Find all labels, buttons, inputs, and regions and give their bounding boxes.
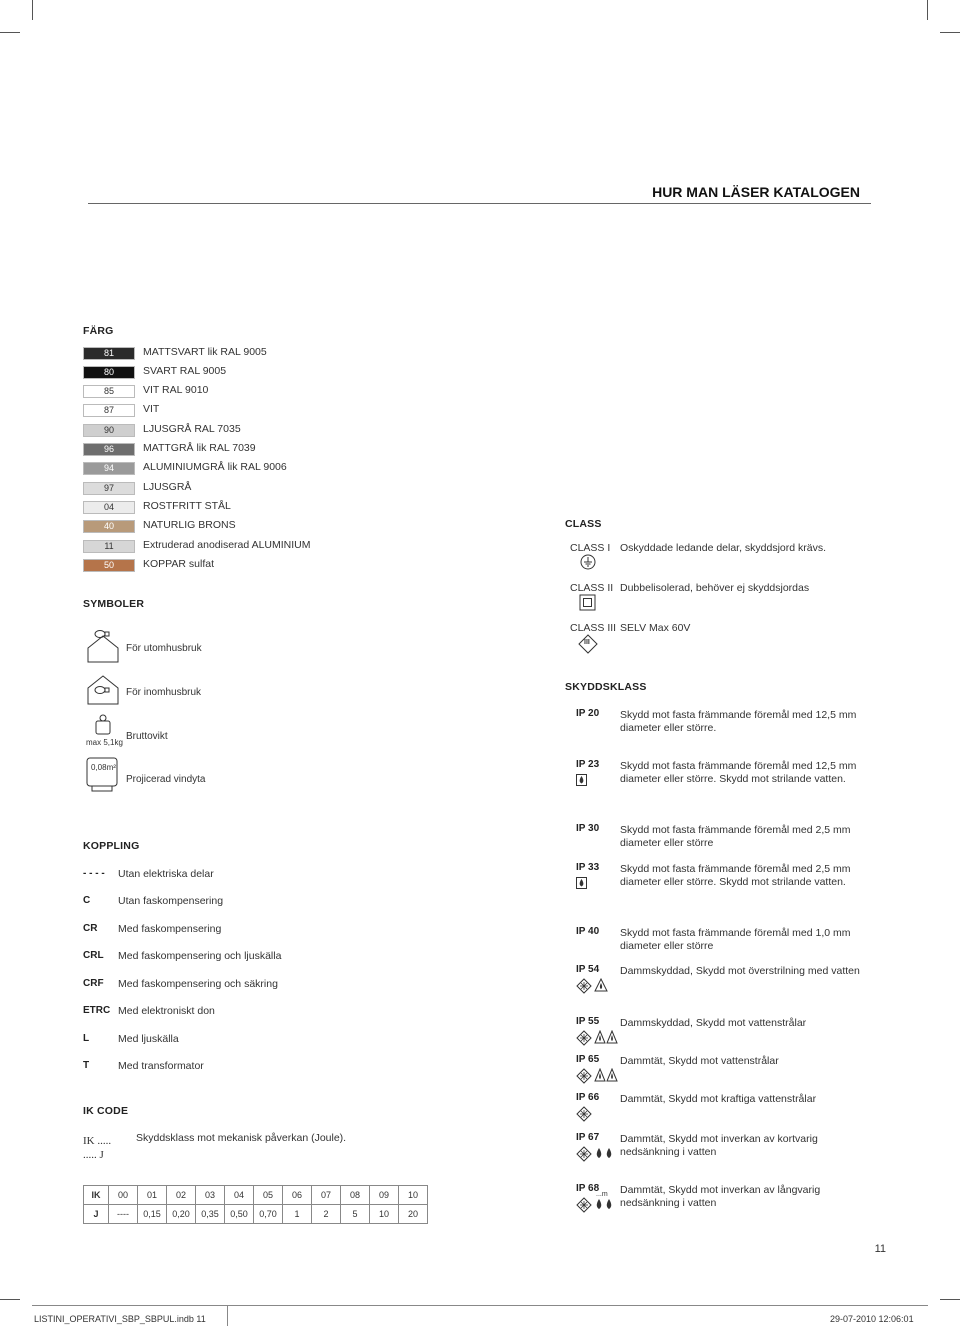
color-swatch: 94 [83,462,135,475]
joule-cell: 0,35 [196,1205,225,1224]
color-swatch: 80 [83,366,135,379]
ik-cell: 07 [312,1186,341,1205]
coupling-code: CRL [83,950,104,961]
ip-code: IP 66 [576,1092,600,1103]
symbols-section-title: SYMBOLER [83,598,145,610]
color-label: VIT RAL 9010 [143,384,209,396]
coupling-label: Med transformator [118,1060,204,1072]
joule-cell: 0,50 [225,1205,254,1224]
wind-area-icon-text: 0,08m² [91,763,116,772]
dust-icon [576,1197,592,1218]
ip-label: Dammtät, Skydd mot inverkan av långvarig nedsänkning i vatten [620,1184,821,1209]
footer-date: 29-07-2010 12:06:01 [830,1314,914,1324]
joule-cell: 0,70 [254,1205,283,1224]
crop-mark [0,1299,20,1300]
color-swatch: 96 [83,443,135,456]
ik-cell: 04 [225,1186,254,1205]
color-label: LJUSGRÅ [143,481,192,493]
color-label: SVART RAL 9005 [143,365,227,377]
coupling-label: Med faskompensering [118,923,222,935]
ip-code: IP 54 [576,964,600,975]
color-label: VIT [143,403,160,415]
ip-label: Skydd mot fasta främmande föremål med 2,5 mm diameter eller större [620,824,851,849]
joule-cell: 0,20 [167,1205,196,1224]
weight-icon [94,713,112,735]
j-row-head: J [84,1205,109,1224]
splash-icon [594,978,608,999]
color-label: Extruderad anodiserad ALUMINIUM [143,539,311,551]
color-label: ROSTFRITT STÅL [143,500,231,512]
ip-code: IP 33 [576,862,600,873]
ik-cell: 06 [283,1186,312,1205]
class-3-label: SELV Max 60V [620,622,691,634]
footer-file: LISTINI_OPERATIVI_SBP_SBPUL.indb 11 [34,1314,206,1324]
ik-cell: 02 [167,1186,196,1205]
color-label: MATTSVART lik RAL 9005 [143,346,267,358]
coupling-code: ETRC [83,1005,111,1016]
coupling-label: Med ljuskälla [118,1033,179,1045]
weight-label: Bruttovikt [126,731,168,742]
ik-cell: 10 [399,1186,428,1205]
joule-cell: 2 [312,1205,341,1224]
coupling-code: CR [83,923,98,934]
drops-icon [594,1146,614,1167]
dust-icon [576,1146,592,1167]
color-swatch: 90 [83,424,135,437]
ip-label: Dammskyddad, Skydd mot vattenstrålar [620,1017,807,1029]
coupling-label: Utan elektriska delar [118,868,214,880]
joule-cell: 10 [370,1205,399,1224]
joule-cell: 0,15 [138,1205,167,1224]
color-swatch: 97 [83,482,135,495]
ip-code: IP 40 [576,926,600,937]
ip-code: IP 23 [576,759,600,770]
ik-description: Skyddsklass mot mekanisk påverkan (Joule). [136,1132,347,1144]
crop-mark [32,0,33,20]
coupling-code: - - - - [83,868,105,879]
coupling-label: Med faskompensering och säkring [118,978,278,990]
indoor-label: För inomhusbruk [126,687,202,698]
dust-icon [576,1030,592,1051]
ip-label: Dammtät, Skydd mot inverkan av kortvarig nedsänkning i vatten [620,1133,818,1158]
color-swatch: 85 [83,385,135,398]
ip-code: IP 20 [576,708,600,719]
coupling-label: Med faskompensering och ljuskälla [118,950,282,962]
crop-mark [940,32,960,33]
color-label: NATURLIG BRONS [143,519,236,531]
ip-label: Dammskyddad, Skydd mot överstrilning med vatten [620,965,860,977]
jet-icon [594,1068,618,1089]
class-section-title: CLASS [565,518,602,530]
ip-icons [576,1146,614,1167]
dust-icon [576,978,592,999]
ik-code-line1: IK ..... [83,1135,112,1147]
class-3-code: CLASS III [570,622,617,634]
ip-code: IP 30 [576,823,600,834]
ip-icons [576,978,608,999]
outdoor-lamp-icon [86,628,120,664]
crop-mark [0,32,20,33]
title-divider [88,203,871,204]
ik-cell: 01 [138,1186,167,1205]
indoor-lamp-icon [86,674,120,706]
joule-cell: 20 [399,1205,428,1224]
ip-label: Skydd mot fasta främmande föremål med 1,0 mm diameter eller större [620,927,851,952]
ip-code: IP 65 [576,1054,600,1065]
coupling-code: CRF [83,978,104,989]
ip-icons [576,1068,618,1089]
coupling-code: C [83,895,91,906]
ip-icons [576,876,587,894]
color-swatch: 40 [83,520,135,533]
color-swatch: 04 [83,501,135,514]
ip-label: Dammtät, Skydd mot kraftiga vattenstrålar [620,1093,817,1105]
color-label: MATTGRÅ lik RAL 7039 [143,442,256,454]
color-label: LJUSGRÅ RAL 7035 [143,423,241,435]
color-swatch: 50 [83,559,135,572]
color-label: ALUMINIUMGRÅ lik RAL 9006 [143,461,287,473]
drop-icon [576,773,587,791]
ik-cell: 08 [341,1186,370,1205]
jet-icon [594,1030,618,1051]
ip-icons [576,1197,614,1218]
drop-icon [576,876,587,894]
ik-cell: 05 [254,1186,283,1205]
ik-section-title: IK CODE [83,1105,129,1117]
ik-code-line2: ..... J [83,1149,104,1161]
ik-cell: 09 [370,1186,399,1205]
ik-row-head: IK [84,1186,109,1205]
coupling-code: L [83,1033,90,1044]
class-1-label: Oskyddade ledande delar, skyddsjord krävs. [620,542,827,554]
coupling-section-title: KOPPLING [83,840,140,852]
class-1-code: CLASS I [570,542,611,554]
ik-cell: 00 [109,1186,138,1205]
dust-icon [576,1068,592,1089]
ip-label: Skydd mot fasta främmande föremål med 12,5 mm diameter eller större. Skydd mot strilande vatten. [620,760,857,785]
class-2-code: CLASS II [570,582,614,594]
earth-icon [580,554,596,570]
outdoor-label: För utomhusbruk [126,643,202,654]
coupling-label: Med elektroniskt don [118,1005,215,1017]
class-2-label: Dubbelisolerad, behöver ej skyddsjordas [620,582,810,594]
ik-table [83,1185,428,1224]
ik-code-label [83,1134,111,1162]
ip-code: IP 67 [576,1132,600,1143]
ip-code: IP 68 [576,1183,600,1194]
crop-mark [927,0,928,20]
ik-table-row-ik [84,1186,428,1205]
ip-label: Skydd mot fasta främmande föremål med 2,5 mm diameter eller större. Skydd mot strilande vatten. [620,863,851,888]
page-number: 11 [874,1243,886,1255]
ip-icons [576,773,587,791]
coupling-label: Utan faskompensering [118,895,224,907]
ip-label: Dammtät, Skydd mot vattenstrålar [620,1055,779,1067]
ik-cell: 03 [196,1186,225,1205]
color-swatch: 11 [83,540,135,553]
joule-cell: ---- [109,1205,138,1224]
ip-code: IP 55 [576,1016,600,1027]
color-label: KOPPAR sulfat [143,558,214,570]
joule-cell: 1 [283,1205,312,1224]
ip-label: Skydd mot fasta främmande föremål med 12,5 mm diameter eller större. [620,709,857,734]
page-title: HUR MAN LÄSER KATALOGEN [652,184,860,200]
crop-mark [940,1299,960,1300]
ik-table-row-j [84,1205,428,1224]
selv-icon-text: III [584,639,590,646]
double-insulation-icon [579,594,596,611]
wind-area-label: Projicerad vindyta [126,774,206,785]
protection-section-title: SKYDDSKLASS [565,681,647,693]
drops-m-icon [594,1197,614,1218]
coupling-code: T [83,1060,90,1071]
color-section-title: FÄRG [83,325,114,337]
color-swatch: 81 [83,347,135,360]
dust-icon [576,1106,592,1127]
footer-rule [32,1305,928,1306]
joule-cell: 5 [341,1205,370,1224]
ip-icons [576,1030,618,1051]
weight-icon-text: max 5,1kg [86,738,123,747]
depth-marker: ...m [596,1191,608,1198]
color-swatch: 87 [83,404,135,417]
ip-icons [576,1106,592,1127]
